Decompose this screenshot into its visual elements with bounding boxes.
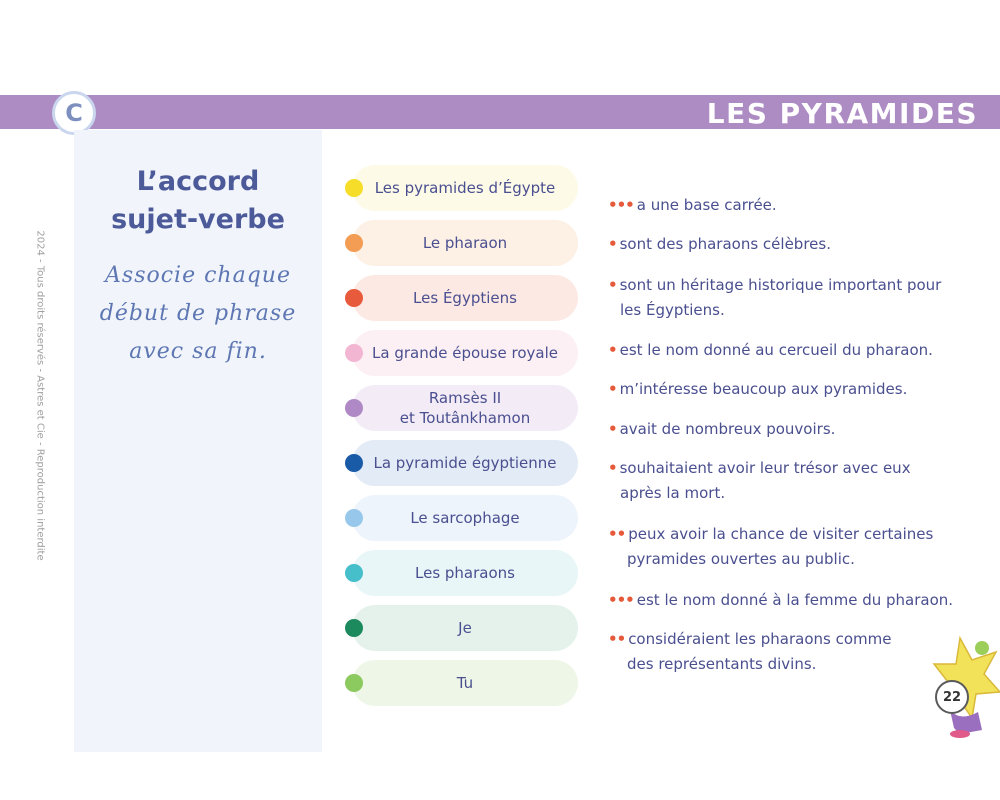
subject-pill[interactable] <box>352 220 578 266</box>
match-dot[interactable] <box>345 234 363 252</box>
ending-text: peux avoir la chance de visiter certaines <box>628 525 934 543</box>
ending-item[interactable] <box>608 627 978 677</box>
match-dot[interactable] <box>345 674 363 692</box>
subject-label-line2: et Toutânkhamon <box>399 409 531 427</box>
ending-text: considéraient les pharaons comme <box>628 630 892 648</box>
exercise-title-line2: sujet-verbe <box>111 204 285 235</box>
copyright-text: 2024 - Tous droits réservés - Astres et Cie - Reproduction interdite <box>34 230 46 561</box>
match-dot[interactable] <box>345 289 363 307</box>
subject-item[interactable] <box>340 220 580 266</box>
ending-item[interactable] <box>608 232 978 257</box>
subject-label: Le sarcophage <box>410 509 520 527</box>
match-marker[interactable]: • <box>608 341 617 359</box>
match-dot[interactable] <box>345 509 363 527</box>
subject-label: Les pharaons <box>415 564 515 582</box>
ending-text: sont un héritage historique important pour <box>619 276 942 294</box>
subject-pill[interactable] <box>352 660 578 706</box>
subject-pill[interactable] <box>352 330 578 376</box>
ending-text: avait de nombreux pouvoirs. <box>619 420 836 438</box>
subject-label: Tu <box>456 674 474 692</box>
subject-pill[interactable] <box>352 385 578 431</box>
match-marker[interactable]: • <box>608 276 617 294</box>
ending-item[interactable] <box>608 273 978 323</box>
subject-item[interactable] <box>340 275 580 321</box>
exercise-instruction <box>74 257 322 371</box>
match-dot[interactable] <box>345 454 363 472</box>
ending-item[interactable] <box>608 522 978 572</box>
subject-item[interactable] <box>340 550 580 596</box>
level-badge: C <box>52 91 96 135</box>
ending-text: souhaitaient avoir leur trésor avec eux <box>619 459 911 477</box>
instruction-line3: avec sa fin. <box>129 339 267 364</box>
subject-pill[interactable] <box>352 495 578 541</box>
subject-item[interactable] <box>340 330 580 376</box>
subject-item[interactable] <box>340 660 580 706</box>
ending-text-line2: les Égyptiens. <box>620 301 725 319</box>
copyright-notice <box>0 230 60 570</box>
subject-label: La pyramide égyptienne <box>373 454 557 472</box>
subject-label: La grande épouse royale <box>372 344 558 362</box>
exercise-title-line1: L’accord <box>136 166 260 197</box>
match-marker[interactable]: •• <box>608 525 626 543</box>
match-marker[interactable]: • <box>608 235 617 253</box>
subject-pill[interactable] <box>352 440 578 486</box>
match-marker[interactable]: • <box>608 380 617 398</box>
subject-label: Je <box>458 619 472 637</box>
ending-text-line2: après la mort. <box>620 484 726 502</box>
ending-text: est le nom donné à la femme du pharaon. <box>636 591 954 609</box>
match-dot[interactable] <box>345 179 363 197</box>
subject-item[interactable] <box>340 605 580 651</box>
match-dot[interactable] <box>345 344 363 362</box>
page-title: LES PYRAMIDES <box>706 97 978 130</box>
match-marker[interactable]: ••• <box>608 196 634 214</box>
subject-label: Le pharaon <box>422 234 508 252</box>
match-marker[interactable]: • <box>608 459 617 477</box>
ending-text-line2: des représentants divins. <box>627 655 817 673</box>
ending-item[interactable] <box>608 588 978 613</box>
ending-text: sont des pharaons célèbres. <box>619 235 831 253</box>
ending-item[interactable] <box>608 456 978 506</box>
subject-label: Les Égyptiens <box>413 289 517 307</box>
subject-item[interactable] <box>340 165 580 211</box>
ending-item[interactable] <box>608 377 978 402</box>
ending-item[interactable] <box>608 417 978 442</box>
subject-item[interactable] <box>340 440 580 486</box>
ending-text: m’intéresse beaucoup aux pyramides. <box>619 380 908 398</box>
match-marker[interactable]: •• <box>608 630 626 648</box>
match-marker[interactable]: ••• <box>608 591 634 609</box>
match-dot[interactable] <box>345 619 363 637</box>
subject-pill[interactable] <box>352 605 578 651</box>
instruction-panel <box>74 130 322 752</box>
subject-pill[interactable] <box>352 550 578 596</box>
subject-label: Les pyramides d’Égypte <box>374 179 556 197</box>
subject-label: Ramsès II <box>428 389 502 407</box>
ending-text: a une base carrée. <box>636 196 777 214</box>
subject-pill[interactable] <box>352 165 578 211</box>
match-dot[interactable] <box>345 564 363 582</box>
page-number: 22 <box>935 680 969 714</box>
ending-text: est le nom donné au cercueil du pharaon. <box>619 341 933 359</box>
exercise-title <box>74 163 322 239</box>
ending-item[interactable] <box>608 193 978 218</box>
match-marker[interactable]: • <box>608 420 617 438</box>
match-dot[interactable] <box>345 399 363 417</box>
subject-item[interactable] <box>340 385 580 431</box>
ending-text-line2: pyramides ouvertes au public. <box>627 550 855 568</box>
instruction-line2: début de phrase <box>99 301 297 326</box>
subject-item[interactable] <box>340 495 580 541</box>
subject-pill[interactable] <box>352 275 578 321</box>
instruction-line1: Associe chaque <box>105 263 291 288</box>
ending-item[interactable] <box>608 338 978 363</box>
